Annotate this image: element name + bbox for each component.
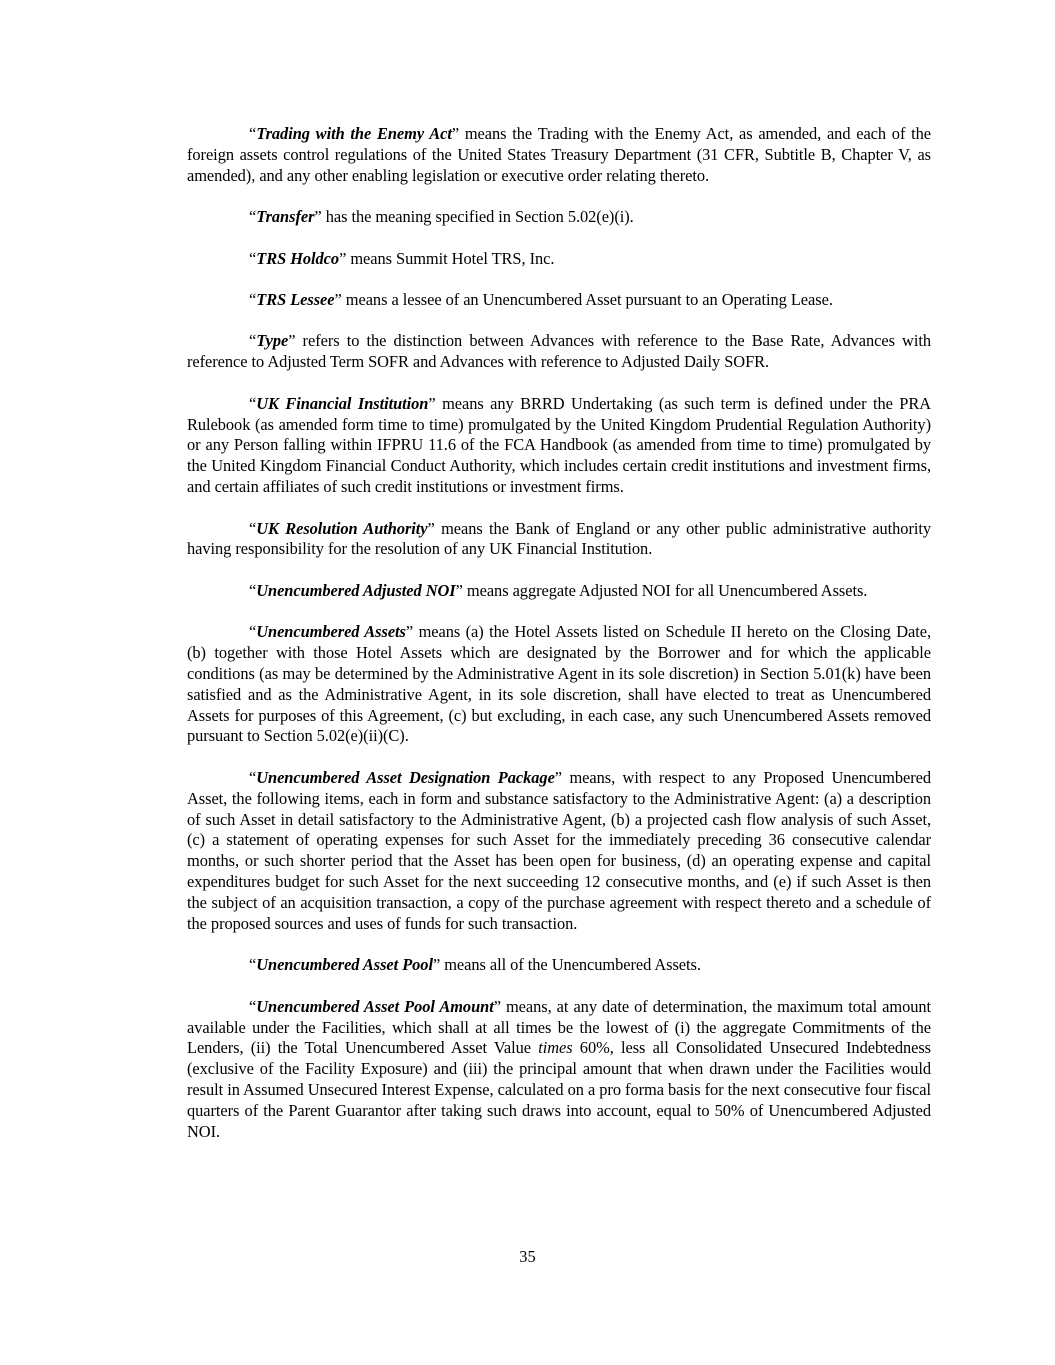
defined-term: Trading with the Enemy Act [256,124,452,143]
defined-term: Unencumbered Asset Pool Amount [256,996,494,1016]
definition-text: ” means, at any date of determination, the maximum total amount available under the Facilities, which shall at all times be the lowest of (i) the aggregate Commitments of the Lenders, (ii) the Total Unencumbered Asset Value [187,996,932,1058]
definition-text: ” means a lessee of an Unencumbered Asset pursuant to an Operating Lease. [334,290,833,309]
defined-term: Transfer [256,207,315,227]
defined-term: UK Financial Institution [256,393,429,413]
definition-unencumbered-asset-pool: “Unencumbered Asset Pool” means all of the Unencumbered Assets. [249,955,701,975]
definition-text: ” means the Bank of England or any other public administrative authority having responsibility for the resolution of any UK Financial Institution. [187,518,932,559]
defined-term: Unencumbered Assets [256,622,406,642]
definition-text-continued: 60%, less all Consolidated Unsecured Indebtedness (exclusive of the Facility Exposure) and (iii) the principal amount that when drawn under the Facilities would result in Assumed Unsecured Interest Expense, calculated on a pro forma basis for the next consecutive four fiscal quarters of the Parent Guarantor after taking such draws into account, equal to 50% of Unencumbered Adjusted NOI. [187,1038,931,1141]
definition-text: ” means all of the Unencumbered Assets. [432,955,701,975]
definition-trs-holdco: “TRS Holdco” means Summit Hotel TRS, Inc. [249,248,555,268]
italic-word: times [538,1038,573,1058]
definition-uk-resolution-authority: “UK Resolution Authority” means the Bank of England or any other public administrative authority having responsibility for the resolution of any UK Financial Institution. [187,518,932,559]
definition-trs-lessee: “TRS Lessee” means a lessee of an Unencumbered Asset pursuant to an Operating Lease. [249,290,833,309]
definition-type: “Type” refers to the distinction between Advances with reference to the Base Rate, Advances with reference to Adjusted Term SOFR and Advances with reference to Adjusted Daily SOFR. [187,331,931,372]
definition-text: ” refers to the distinction between Advances with reference to the Base Rate, Advances with reference to Adjusted Term SOFR and Advances with reference to Adjusted Daily SOFR. [187,331,931,372]
defined-term: Unencumbered Adjusted NOI [256,580,456,600]
definition-unencumbered-asset-designation-package: “Unencumbered Asset Designation Package” means, with respect to any Proposed Unencumbered Asset, the following items, each in form and substance satisfactory to the Administrative Agent: (a) a description of such Asset in detail satisfactory to the Administrative Agent, (b) a projected cash flow analysis of such Asset, (c) a statement of operating expenses for such Asset for the immediately preceding 36 consecutive calendar months, or such shorter period that the Asset has been open for business, (d) an operating expense and capital expenditures budget for such Asset for the next succeeding 12 consecutive months, and (e) if such Asset is then the subject of an acquisition transaction, a copy of the purchase agreement with respect thereto and a schedule of the proposed sources and uses of funds for such transaction. [187,767,931,933]
defined-term: TRS Lessee [256,290,335,309]
defined-term: Unencumbered Asset Designation Package [256,767,555,787]
definition-trading-with-the-enemy-act: “Trading with the Enemy Act” means the Trading with the Enemy Act, as amended, and each of the foreign assets control regulations of the United States Treasury Department (31 CFR, Subtitle B, Chapter V, as amended), and any other enabling legislation or executive order relating thereto. [187,124,932,185]
defined-term: UK Resolution Authority [256,518,428,538]
definition-uk-financial-institution: “UK Financial Institution” means any BRRD Undertaking (as such term is defined under the PRA Rulebook (as amended form time to time) promulgated by the United Kingdom Prudential Regulation Authority) or any Person falling within IFPRU 11.6 of the FCA Handbook (as amended from time to time) promulgated by the United Kingdom Financial Conduct Authority, which includes certain credit institutions and investment firms, and certain affiliates of such credit institutions or investment firms. [187,393,932,497]
definition-text: ” has the meaning specified in Section 5.02(e)(i). [314,207,634,227]
definition-unencumbered-assets: “Unencumbered Assets” means (a) the Hotel Assets listed on Schedule II hereto on the Closing Date, (b) together with those Hotel Assets which are designated by the Borrower and for which the applicable conditions (as may be determined by the Administrative Agent in its sole discretion) in Section 5.01(k) have been satisfied and as the Administrative Agent, in its sole discretion, shall have elected to treat as Unencumbered Assets for purposes of this Agreement, (c) but excluding, in each case, any such Unencumbered Assets removed pursuant to Section 5.02(e)(ii)(C). [187,622,931,746]
definition-unencumbered-adjusted-noi: “Unencumbered Adjusted NOI” means aggregate Adjusted NOI for all Unencumbered Assets. [249,580,868,600]
definition-text: ” means (a) the Hotel Assets listed on Schedule II hereto on the Closing Date, (b) together with those Hotel Assets which are designated by the Borrower and for which the applicable conditions (as may be determined by the Administrative Agent in its sole discretion) in Section 5.01(k) have been satisfied and as the Administrative Agent, in its sole discretion, shall have elected to treat as Unencumbered Assets for purposes of this Agreement, (c) but excluding, in each case, any such Unencumbered Assets removed pursuant to Section 5.02(e)(ii)(C). [187,622,931,746]
defined-term: TRS Holdco [256,248,340,268]
definition-text: ” means Summit Hotel TRS, Inc. [339,248,555,268]
definition-text: ” means any BRRD Undertaking (as such term is defined under the PRA Rulebook (as amended form time to time) promulgated by the United Kingdom Prudential Regulation Authority) or any Person falling within IFPRU 11.6 of the FCA Handbook (as amended from time to time) promulgated by the United Kingdom Financial Conduct Authority, which includes certain credit institutions and investment firms, and certain affiliates of such credit institutions or investment firms. [187,393,932,497]
defined-term: Unencumbered Asset Pool [256,955,433,975]
definition-text: ” means, with respect to any Proposed Unencumbered Asset, the following items, each in form and substance satisfactory to the Administrative Agent: (a) a description of such Asset in detail satisfactory to the Administrative Agent, (b) a projected cash flow analysis of such Asset, (c) a statement of operating expenses for such Asset for the immediately preceding 36 consecutive calendar months, or such shorter period that the Asset has been open for business, (d) an operating expense and capital expenditures budget for such Asset for the next succeeding 12 consecutive months, and (e) if such Asset is then the subject of an acquisition transaction, a copy of the purchase agreement with respect thereto and a schedule of the proposed sources and uses of funds for such transaction. [187,767,931,933]
definition-text: ” means aggregate Adjusted NOI for all Unencumbered Assets. [455,580,868,600]
definition-text: ” means the Trading with the Enemy Act, as amended, and each of the foreign assets control regulations of the United States Treasury Department (31 CFR, Subtitle B, Chapter V, as amended), and any other enabling legislation or executive order relating thereto. [187,124,932,185]
page-number: 35 [519,1247,536,1266]
defined-term: Type [256,331,289,351]
document-page [187,124,931,1163]
definition-transfer: “Transfer” has the meaning specified in Section 5.02(e)(i). [249,207,634,227]
definition-unencumbered-asset-pool-amount: “Unencumbered Asset Pool Amount” means, at any date of determination, the maximum total amount available under the Facilities, which shall at all times be the lowest of (i) the aggregate Commitments of the Lenders, (ii) the Total Unencumbered Asset Value times 60%, less all Consolidated Unsecured Indebtedness (exclusive of the Facility Exposure) and (iii) the principal amount that when drawn under the Facilities would result in Assumed Unsecured Interest Expense, calculated on a pro forma basis for the next consecutive four fiscal quarters of the Parent Guarantor after taking such draws into account, equal to 50% of Unencumbered Adjusted NOI. [187,996,932,1141]
